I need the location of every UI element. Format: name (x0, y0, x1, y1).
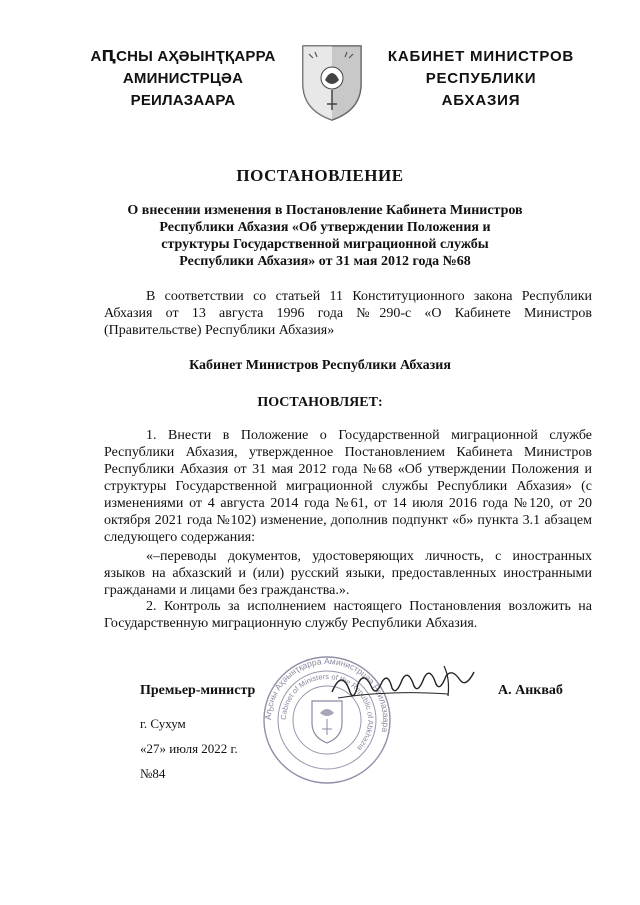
document-title: ПОСТАНОВЛЕНИЕ (236, 166, 404, 185)
subtitle-line: О внесении изменения в Постановление Кабинета Министров (127, 203, 523, 218)
subtitle-line: структуры Государственной миграционной службы (161, 237, 489, 252)
seal-outer-text: Аҧсны Аҳәынҭқарра Аминистрцәа Реилазаара (262, 655, 392, 734)
decree-heading: ПОСТАНОВЛЯЕТ: (257, 395, 383, 410)
letterhead-russian-line1: КАБИНЕТ МИНИСТРОВ (387, 48, 575, 65)
item-2-paragraph: 2. Контроль за исполнением настоящего Постановления возложить на Государственную миграционную службу Республики Абхазия. (104, 599, 592, 631)
document-number: №84 (140, 766, 166, 781)
issue-city: г. Сухум (140, 716, 186, 731)
letterhead-russian (386, 46, 576, 112)
item-1-paragraph: 1. Внести в Положение о Государственной миграционной службе Республики Абхазия, утвержденное Постановлением Кабинета Министров Республики Абхазия от 31 мая 2012 года №68 «Об утверждении Положения и структуры Государственной миграционной службы Республики Абхазия» (с изменениями от 4 августа 2014 года №61, от 14 июля 2016 года №120, от 20 октября 2021 года №102) изменение, дополнив подпункт «б» пункта 3.1 абзацем следующего содержания: (104, 428, 592, 545)
quoted-addition: «–переводы документов, удостоверяющих личность, с иностранных языков на абхазский и (или) русский языки, предоставленных иностранными гражданами и лицами без гражданства.». (104, 549, 592, 598)
letterhead-abkhaz-line2: АМИНИСТРЦӘА РЕИЛАЗААРА (122, 70, 244, 109)
subtitle-line: Республики Абхазия «Об утверждении Положения и (159, 220, 491, 235)
letterhead (0, 44, 640, 124)
issue-date: «27» июля 2022 г. (140, 741, 238, 756)
letterhead-abkhaz-line1: АԤСНЫ АҲӘЫНҬҚАРРА (90, 48, 276, 65)
seal-inner-text: Cabinet of Ministers of the Republic of Abkhazia (278, 671, 376, 753)
signatory-role: Премьер-министр (140, 683, 256, 698)
preamble-paragraph: В соответствии со статьей 11 Конституционного закона Республики Абхазия от 13 августа 1996 года №290-с «О Кабинете Министров (Правительстве) Республики Абхазия» (104, 289, 592, 338)
issuing-body: Кабинет Министров Республики Абхазия (189, 358, 451, 373)
coat-of-arms-icon (301, 44, 363, 122)
document-subtitle (100, 202, 550, 270)
handwritten-signature-icon (328, 662, 478, 708)
signatory-name: А. Анкваб (498, 683, 563, 698)
subtitle-line: Республики Абхазия» от 31 мая 2012 года №68 (179, 254, 471, 269)
letterhead-abkhaz (78, 46, 288, 112)
letterhead-russian-line2: РЕСПУБЛИКИ АБХАЗИЯ (425, 70, 537, 109)
